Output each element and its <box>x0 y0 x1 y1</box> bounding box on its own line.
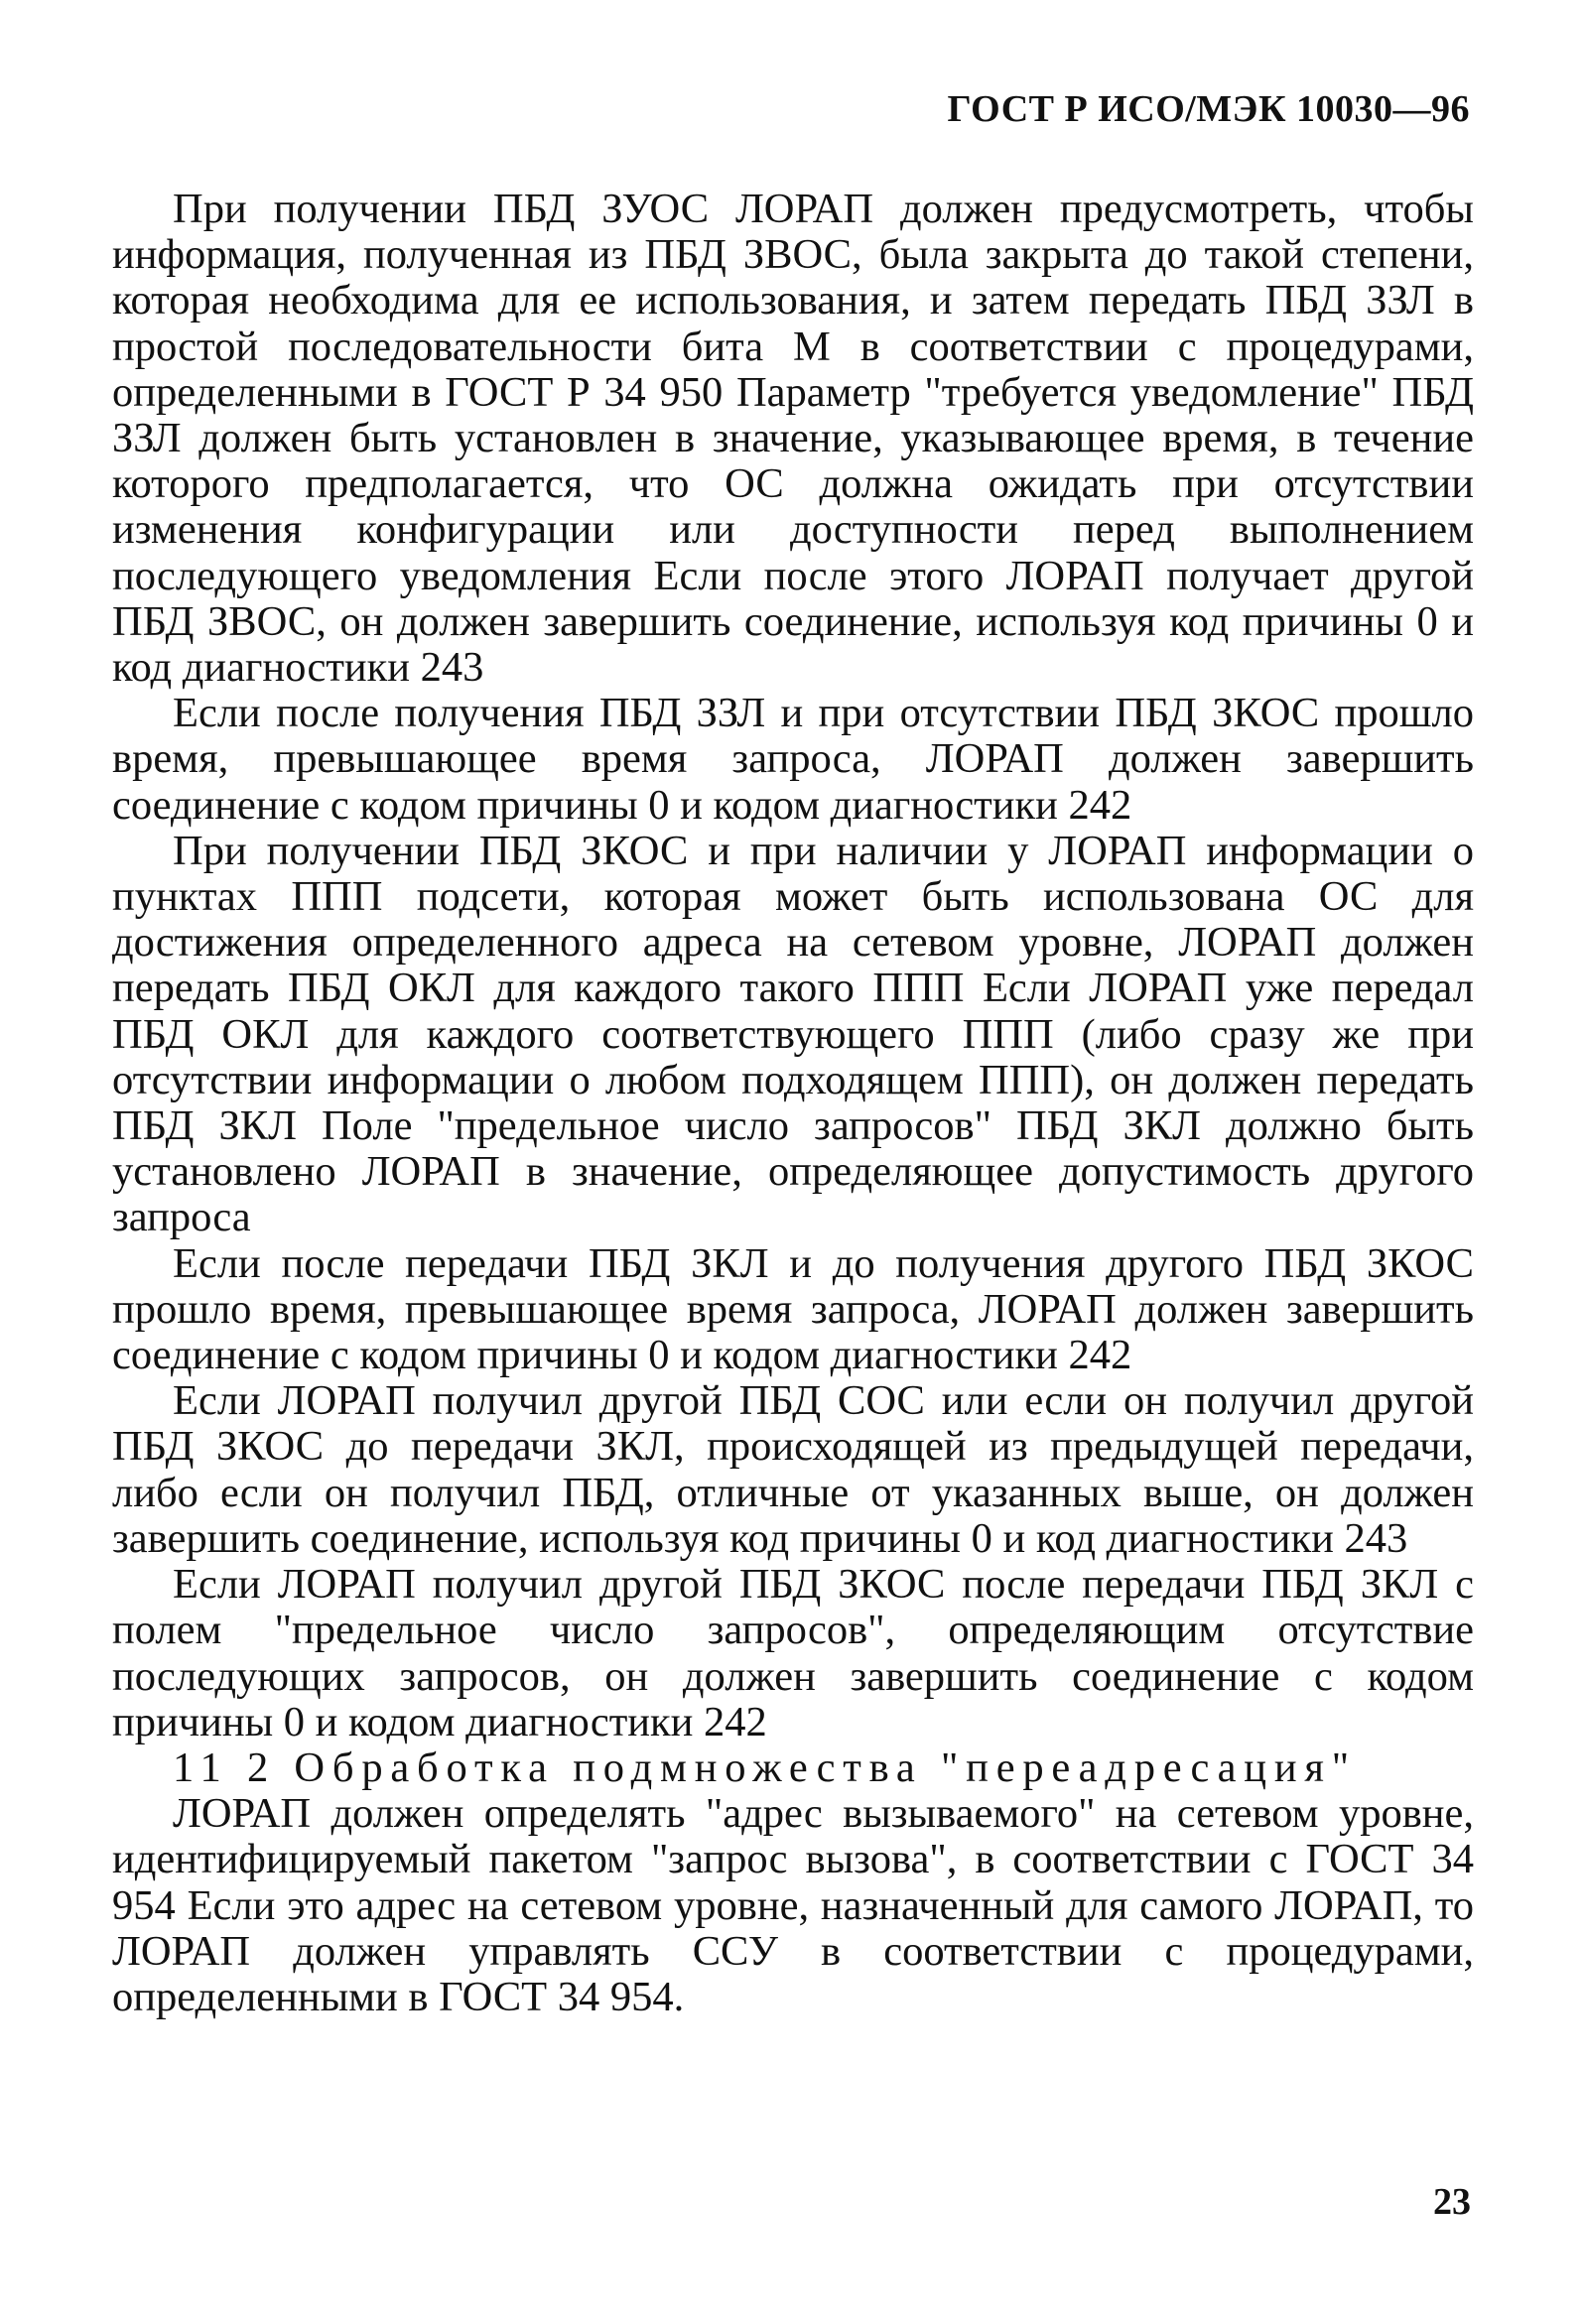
section-heading: 11 2 Обработка подмножества "переадресация" <box>173 1743 1357 1791</box>
running-head: ГОСТ Р ИСО/МЭК 10030—96 <box>947 88 1470 130</box>
paragraph: При получении ПБД ЗУОС ЛОРАП должен предусмотреть, чтобы информация, полученная из ПБД ЗВОС, была закрыта до такой степени, которая необходима для ее использования, и затем передать ПБД ЗЗЛ в простой последовательности бита М в соответствии с процедурами, определенными в ГОСТ Р 34 950 Параметр "требуется уведомление" ПБД ЗЗЛ должен быть установлен в значение, указывающее время, в течение которого предполагается, что ОС должна ожидать при отсутствии изменения конфигурации или доступности перед выполнением последующего уведомления Если после этого ЛОРАП получает другой ПБД ЗВОС, он должен завершить соединение, используя код причины 0 и код диагностики 243 <box>112 186 1474 692</box>
paragraph: Если после получения ПБД ЗЗЛ и при отсутствии ПБД ЗКОС прошло время, превышающее время запроса, ЛОРАП должен завершить соединение с кодом причины 0 и кодом диагностики 242 <box>112 690 1474 829</box>
paragraph: При получении ПБД ЗКОС и при наличии у ЛОРАП информации о пунктах ППП подсети, которая может быть использована ОС для достижения определенного адреса на сетевом уровне, ЛОРАП должен передать ПБД ОКЛ для каждого такого ППП Если ЛОРАП уже передал ПБД ОКЛ для каждого соответствующего ППП (либо сразу же при отсутствии информации о любом подходящем ППП), он должен передать ПБД ЗКЛ Поле "предельное число запросов" ПБД ЗКЛ должно быть установлено ЛОРАП в значение, определяющее допустимость другого запроса <box>112 827 1474 1241</box>
paragraph: Если ЛОРАП получил другой ПБД СОС или если он получил другой ПБД ЗКОС до передачи ЗКЛ, происходящей из предыдущей передачи, либо если он получил ПБД, отличные от указанных выше, он должен завершить соединение, используя код причины 0 и код диагностики 243 <box>112 1377 1474 1562</box>
body-text <box>112 187 1474 2020</box>
paragraph: Если после передачи ПБД ЗКЛ и до получения другого ПБД ЗКОС прошло время, превышающее время запроса, ЛОРАП должен завершить соединение с кодом причины 0 и кодом диагностики 242 <box>112 1239 1474 1379</box>
paragraph: Если ЛОРАП получил другой ПБД ЗКОС после передачи ПБД ЗКЛ с полем "предельное число запросов", определяющим отсутствие последующих запросов, он должен завершить соединение с кодом причины 0 и кодом диагностики 242 <box>112 1561 1474 1745</box>
paragraph: ЛОРАП должен определять "адрес вызываемого" на сетевом уровне, идентифицируемый пакетом "запрос вызова", в соответствии с ГОСТ 34 954 Если это адрес на сетевом уровне, назначенный для самого ЛОРАП, то ЛОРАП должен управлять ССУ в соответствии с процедурами, определенными в ГОСТ 34 954. <box>112 1790 1474 2020</box>
page-number: 23 <box>1433 2181 1471 2223</box>
